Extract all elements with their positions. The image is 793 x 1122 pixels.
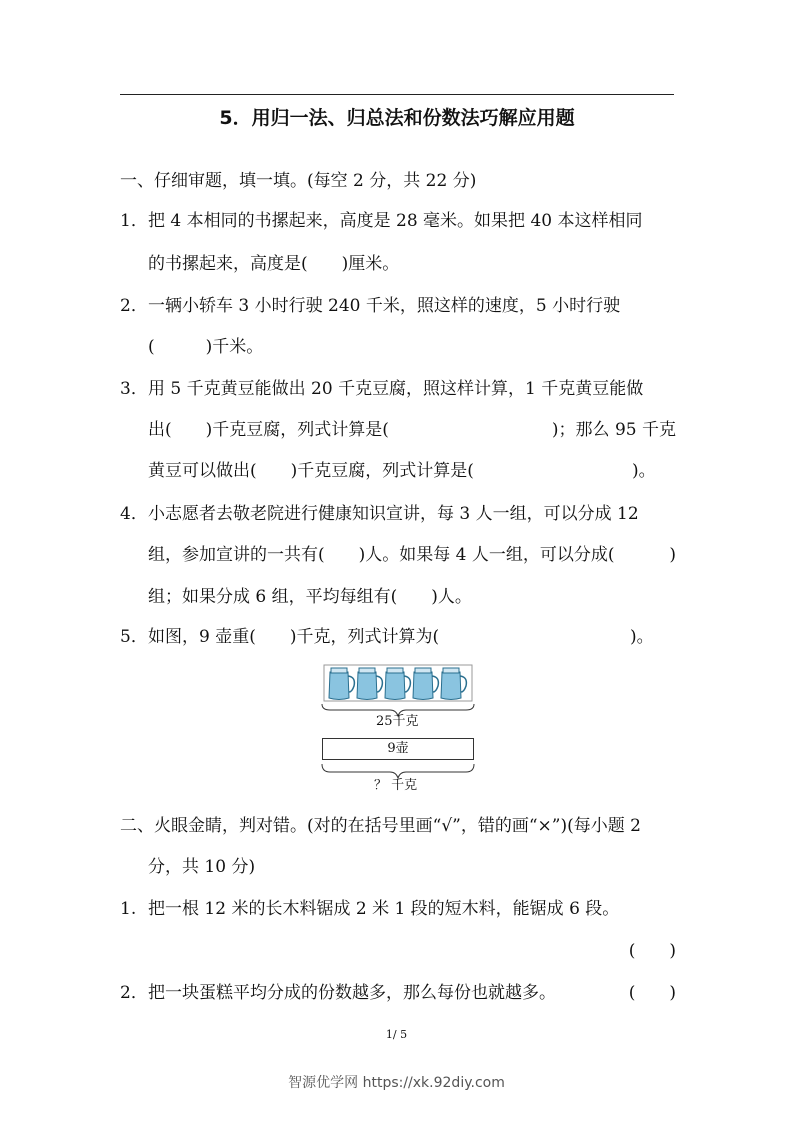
page-title: 5．用归一法、归总法和份数法巧解应用题 — [219, 107, 575, 129]
question-number: 3． — [120, 379, 148, 399]
question-text: )；那么 95 千克 — [551, 420, 676, 440]
question-text: )。 — [630, 627, 654, 647]
question-text: 出( )千克豆腐，列式计算是( — [148, 420, 389, 440]
question-2-line2: ( )千米。 — [148, 337, 264, 357]
question-5 — [120, 626, 676, 648]
question-text: 小志愿者去敬老院进行健康知识宣讲，每 3 人一组，可以分成 12 — [148, 504, 639, 524]
question-4-line3: 组；如果分成 6 组，平均每组有( )人。 — [148, 587, 472, 607]
total-weight-label: 25千克 — [376, 714, 419, 729]
question-4-line2 — [148, 544, 676, 566]
judge-question-1 — [120, 898, 676, 920]
question-text: 一辆小轿车 3 小时行驶 240 千米，照这样的速度，5 小时行驶 — [148, 296, 621, 316]
question-4 — [120, 503, 676, 525]
question-number: 1. — [120, 899, 137, 919]
section1-heading: 一、仔细审题，填一填。(每空 2 分，共 22 分) — [120, 171, 477, 191]
question-text: 把一块蛋糕平均分成的份数越多，那么每份也就越多。 — [148, 983, 556, 1003]
kettle-row — [329, 668, 466, 700]
question-number: 4． — [120, 504, 148, 524]
question-text: 黄豆可以做出( )千克豆腐，列式计算是( — [148, 461, 474, 481]
question-3-line3 — [148, 460, 676, 482]
question-text: 组，参加宣讲的一共有( )人。如果每 4 人一组，可以分成( — [148, 545, 615, 565]
question-text: ) — [669, 545, 676, 565]
kettle-figure — [318, 662, 478, 797]
question-3 — [120, 378, 676, 400]
header-rule — [120, 94, 674, 95]
question-2 — [120, 295, 676, 317]
question-text: 用 5 千克黄豆能做出 20 千克豆腐，照这样计算，1 千克黄豆能做 — [148, 379, 644, 399]
judge-question-2 — [120, 982, 676, 1004]
question-text: 如图，9 壶重( )千克，列式计算为( — [148, 627, 440, 647]
nine-kettles-box: 9壶 — [322, 738, 474, 760]
section2-heading-line1: 二、火眼金睛，判对错。(对的在括号里画“√”，错的画“×”)(每小题 2 — [120, 816, 641, 836]
kettle-icon — [441, 668, 466, 700]
question-number: 1． — [120, 211, 148, 231]
question-1-line2: 的书摞起来，高度是( )厘米。 — [148, 254, 400, 274]
question-3-line2 — [148, 419, 676, 441]
kettle-icon — [357, 668, 382, 700]
question-text: )。 — [632, 461, 656, 481]
question-number: 2． — [120, 983, 148, 1003]
question-number: 2． — [120, 296, 148, 316]
kettle-icon — [385, 668, 410, 700]
kettle-icon — [329, 668, 354, 700]
question-text: 把一根 12 米的长木料锯成 2 米 1 段的短木料，能锯成 6 段。 — [148, 899, 620, 919]
judge-answer-bracket-1: ( ) — [628, 941, 676, 961]
site-footer: 智源优学网 https://xk.92diy.com — [288, 1075, 505, 1091]
judge-answer-bracket-2: ( ) — [628, 983, 676, 1003]
unknown-weight-label: ？ 千克 — [374, 778, 418, 793]
kettle-icon — [413, 668, 438, 700]
question-1 — [120, 210, 676, 232]
section2-heading-line2: 分，共 10 分) — [148, 857, 256, 877]
page-number: 1/ 5 — [385, 1028, 408, 1041]
question-number: 5． — [120, 627, 148, 647]
question-text: 把 4 本相同的书摞起来，高度是 28 毫米。如果把 40 本这样相同 — [148, 211, 643, 231]
